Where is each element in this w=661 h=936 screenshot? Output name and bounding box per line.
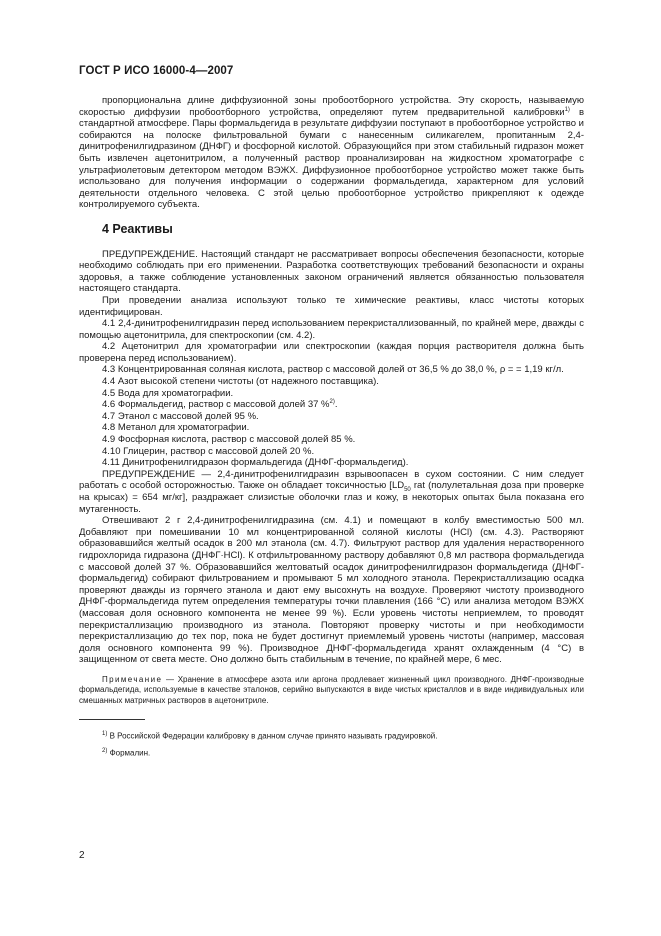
reagent-item-4-4: 4.4 Азот высокой степени чистоты (от надежного поставщика). — [102, 376, 379, 388]
footnote-divider — [79, 719, 145, 720]
footnote-1: $^{1)}$ В Российской Федерации калибровку в данном случае принято называть градуировкой. — [102, 731, 438, 741]
footnote-ref-2[interactable]: 2) — [329, 399, 335, 406]
footnote-ref-1[interactable]: 1) — [564, 106, 570, 113]
preparation-procedure: Отвешивают 2 г 2,4-динитрофенилгидразина (см. 4.1) и помещают в колбу вместимостью 500 мл. Добавляют при помешивании 10 мл концентрированной соляной кислоты (HCl) (см. 4.3). Растворяют образовавшийся желтый осадок в 200 мл этанола (см. 4.7). Фильтруют раствор для удаления нерастворенного гидрохлорида гидразона (ДНФГ·HCl). К отфильтрованному раствору добавляют 0,8 мл раствора формальдегида с массовой долей 37 %. Образовавшийся желтоватый осадок динитрофенилгидразон формальдегида (ДНФГ-формальдегид) собирают фильтрованием и промывают 5 мл холодного этанола. Перекристаллизацию осадка проверяют дважды из горячего этанола и дают ему высохнуть на воздухе. Проверяют чистоту производного ДНФГ-формальдегида путем определения температуры точки плавления (166 °С) или анализа методом ВЭЖХ (массовая доля основного компонента не менее 99 %). Если уровень чистоты неприемлем, то проводят перекристаллизацию производного из этанола. Повторяют проверку чистоты и при необходимости перекристаллизацию до тех пор, пока не будет достигнут приемлемый уровень чистоты (например, массовая доля основного компонента 99 %). Производное ДНФГ-формальдегида хранят охлажденным (4 °С) в защищенном от света месте. Оно должно быть стабильным в течение, по крайней мере, 6 мес. — [79, 515, 584, 666]
analysis-intro: При проведении анализа используют только те химические реактивы, класс чистоты которых идентифицирован. — [79, 294, 584, 318]
page-number: 2 — [79, 850, 85, 861]
note-paragraph: Примечание — Хранение в атмосфере азота или аргона продлевает жизненный цикл производного. ДНФГ-производные формальдегида, используемые в качестве эталонов, серийно выпускаются в виде чистых кристаллов и в виде индивидуальных или смешанных матричных растворов в ацетонитриле. — [79, 674, 584, 705]
reagent-item-4-2: 4.2 Ацетонитрил для хроматографии или спектроскопии (каждая порция растворителя должна быть проверена перед использованием). — [79, 341, 584, 364]
intro-paragraph: пропорциональна длине диффузионной зоны пробоотборного устройства. Эту скорость, называемую скоростью диффузии пробоотборного устройства, определяют путем предварительной калибровки$^{1)}$ в стандартной атмосфере. Пары формальдегида в результате диффузии поступают в пробоотборное устройство и собираются на полоске фильтровальной бумаги с нанесенным силикагелем, пропитанным 2,4-динитрофенилгидразином (ДНФГ) и фосфорной кислотой. Образующийся при этом стабильный гидразон может быть извлечен ацетонитрилом, а полученный раствор проанализирован на жидкостном хроматографе с ультрафиолетовым детектором методом ВЭЖХ. Диффузионное пробоотборное устройство может также быть использовано для получения информации о содержании формальдегида, характерном для условий деятельности отдельного человека. С этой целью пробоотборное устройство прикрепляют к одежде контролируемого субъекта. — [79, 95, 584, 211]
reagent-item-4-3: 4.3 Концентрированная соляная кислота, раствор с массовой долей от 36,5 % до 38,0 %, ρ = = 1,19 кг/л. — [102, 364, 564, 376]
reagent-item-4-8: 4.8 Метанол для хроматографии. — [102, 422, 250, 434]
page-content — [79, 95, 584, 760]
reagent-item-4-1: 4.1 2,4-динитрофенилгидразин перед использованием перекристаллизованный, по крайней мере, дважды с помощью ацетонитрила, для спектроскопии (см. 4.2). — [79, 318, 584, 341]
note-label: Примечание — [102, 674, 163, 684]
reagent-item-4-11: 4.11 Динитрофенилгидразон формальдегида (ДНФГ-формальдегид). — [102, 457, 409, 469]
reagent-item-4-6: 4.6 Формальдегид, раствор с массовой долей 37 %$^{2)}$. — [102, 399, 338, 411]
reagent-item-4-7: 4.7 Этанол с массовой долей 95 %. — [102, 410, 259, 422]
reagent-item-4-9: 4.9 Фосфорная кислота, раствор с массовой долей 85 %. — [102, 434, 356, 446]
section-heading: 4 Реактивы — [102, 221, 173, 236]
toxicity-warning: ПРЕДУПРЕЖДЕНИЕ — 2,4-динитрофенилгидразин взрывоопасен в сухом состоянии. С ним следует работать с особой осторожностью. Также он обладает токсичностью [$LD_{50}$ rat (полулетальная доза при проверке на крысах) = 654 мг/кг], раздражает слизистые оболочки глаз и кожу, в некоторых опытах была показана его мутагенность. — [79, 468, 584, 515]
page-header: ГОСТ Р ИСО 16000-4—2007 — [79, 65, 234, 77]
reagent-item-4-10: 4.10 Глицерин, раствор с массовой долей 20 %. — [102, 445, 315, 457]
reagent-item-4-5: 4.5 Вода для хроматографии. — [102, 387, 234, 399]
safety-warning: ПРЕДУПРЕЖДЕНИЕ. Настоящий стандарт не рассматривает вопросы обеспечения безопасности, которые необходимо соблюдать при его применении. Разработка соответствующих требований безопасности и охраны здоровья, а также соблюдение установленных законом ограничений является обязанностью пользователя настоящего стандарта. — [79, 248, 584, 295]
footnote-2: $^{2)}$ Формалин. — [102, 747, 151, 758]
